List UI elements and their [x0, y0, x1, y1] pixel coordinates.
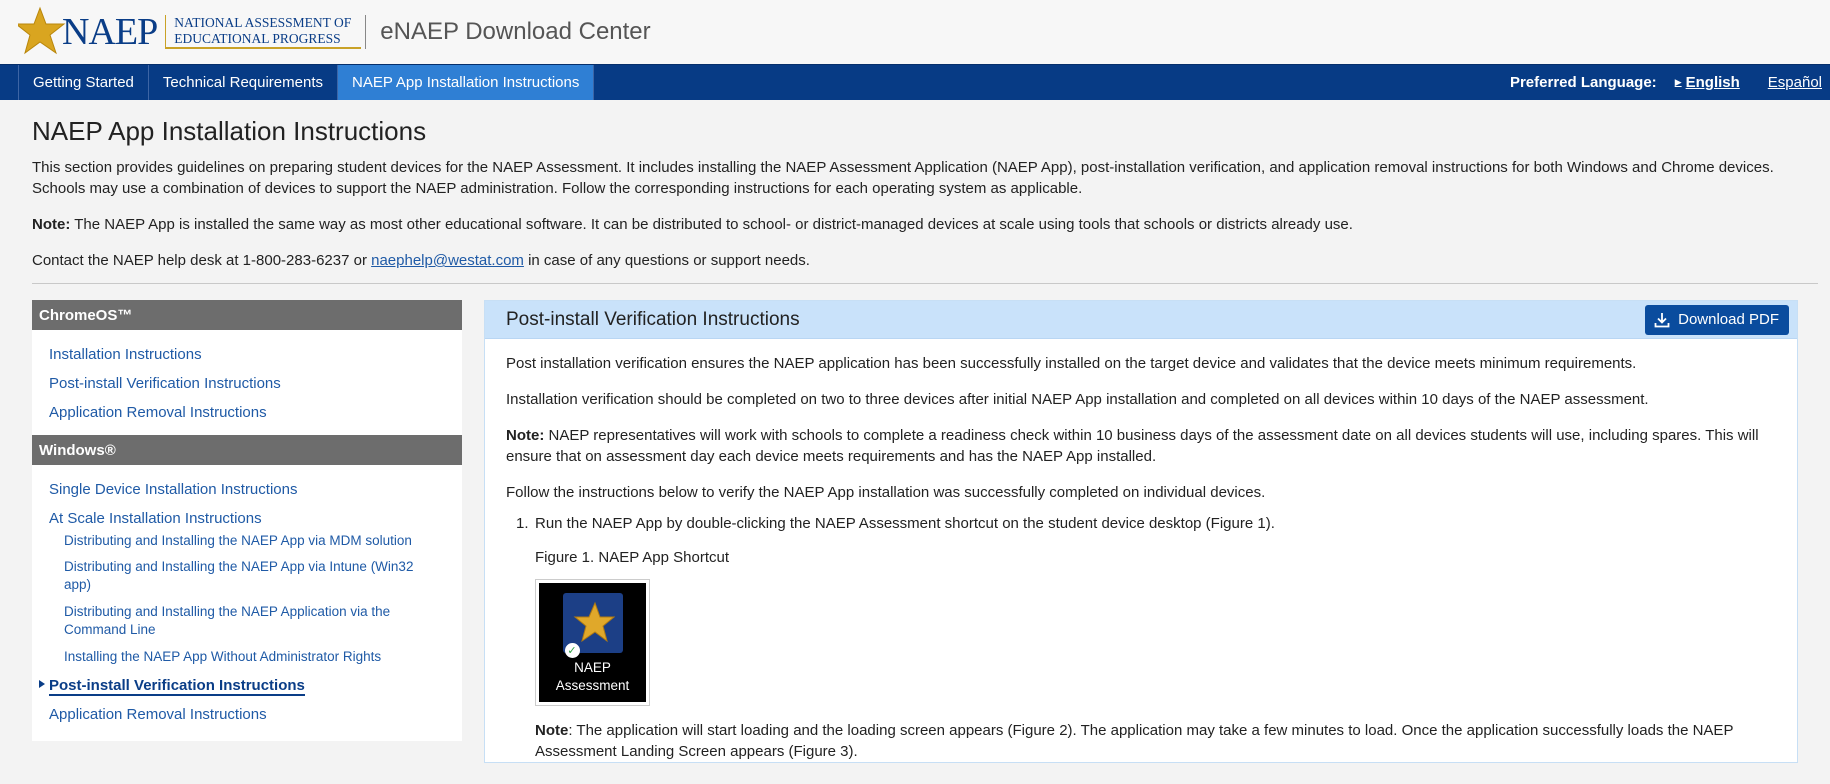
two-column-layout	[32, 300, 1798, 763]
step-1-number: 1.	[516, 515, 529, 532]
shortcut-label	[556, 659, 630, 695]
content-note-2-text: : The application will start loading and the loading screen appears (Figure 2). The application may take a few minutes to load. Once the application successfully loads the NAEP Assessment Landing Screen appears (Figure 3).	[535, 722, 1734, 760]
content-header	[485, 301, 1797, 339]
download-icon	[1654, 312, 1670, 328]
main-nav	[0, 64, 1830, 100]
figure-1-image	[535, 579, 650, 706]
content-note-label: Note:	[506, 427, 545, 444]
sidebar-item-win-verification[interactable]	[32, 669, 462, 700]
shortcut-label-line1: NAEP	[574, 660, 611, 675]
content-title: Post-install Verification Instructions	[506, 308, 800, 330]
star-logo-icon	[18, 6, 68, 58]
language-english-link[interactable]	[1675, 74, 1740, 91]
section-divider	[32, 283, 1818, 284]
sidebar-item-chrome-removal[interactable]: Application Removal Instructions	[49, 404, 267, 421]
language-selector	[1510, 65, 1830, 100]
star-icon	[571, 601, 615, 645]
logo-naep-text: NAEP	[62, 11, 158, 53]
windows-list	[32, 465, 462, 741]
intro-note	[32, 214, 1798, 235]
content-note	[506, 425, 1776, 467]
tab-naep-app-installation[interactable]: NAEP App Installation Instructions	[338, 65, 594, 100]
sidebar-subitem-no-admin[interactable]: Installing the NAEP App Without Administrator Rights	[64, 649, 382, 664]
sidebar-subitem-mdm[interactable]: Distributing and Installing the NAEP App via MDM solution	[64, 533, 412, 548]
windows-section	[32, 435, 462, 741]
content-paragraph-2: Installation verification should be completed on two to three devices after initial NAEP App installation and completed on all devices within 10 days of the NAEP assessment.	[506, 391, 1649, 408]
sidebar-item-chrome-verification[interactable]: Post-install Verification Instructions	[49, 375, 281, 392]
sidebar-item-win-verification-label: Post-install Verification Instructions	[49, 677, 305, 694]
help-email-link[interactable]: naephelp@westat.com	[371, 252, 524, 269]
logo-sub-line2: EDUCATIONAL PROGRESS	[174, 31, 341, 46]
site-header	[0, 0, 1830, 64]
content-paragraph-1: Post installation verification ensures the NAEP application has been successfully installed on the target device and validates that the device meets minimum requirements.	[506, 355, 1637, 372]
intro-section	[32, 157, 1798, 271]
language-label: Preferred Language:	[1509, 74, 1657, 91]
shortcut-label-line2: Assessment	[555, 678, 630, 693]
sidebar-item-win-removal[interactable]: Application Removal Instructions	[49, 706, 267, 723]
intro-paragraph: This section provides guidelines on preparing student devices for the NAEP Assessment. It includes installing the NAEP Assessment Application (NAEP App), post-installation verification, and application removal instructions for both Windows and Chrome devices. Schools may use a combination of devices to support the NAEP administration. Follow the corresponding instructions for each operating system as applicable.	[32, 159, 1774, 197]
tab-technical-requirements[interactable]: Technical Requirements	[149, 65, 338, 100]
language-english-label: English	[1685, 74, 1740, 91]
sidebar-item-win-single[interactable]: Single Device Installation Instructions	[49, 481, 298, 498]
contact-paragraph	[32, 250, 1798, 271]
tab-getting-started[interactable]: Getting Started	[18, 65, 149, 100]
contact-pre: Contact the NAEP help desk at 1-800-283-6237 or	[32, 252, 372, 269]
step-1-text: Run the NAEP App by double-clicking the NAEP Assessment shortcut on the student device desktop (Figure 1).	[535, 515, 1275, 532]
header-divider	[365, 15, 366, 49]
main-content	[0, 100, 1830, 763]
naep-app-icon	[563, 593, 623, 657]
content-panel	[484, 300, 1798, 763]
sidebar-subitem-intune[interactable]: Distributing and Installing the NAEP App via Intune (Win32 app)	[64, 559, 414, 592]
download-pdf-label: Download PDF	[1678, 311, 1779, 328]
chromeos-list	[32, 330, 462, 435]
check-icon: ✓	[565, 643, 580, 658]
chromeos-heading: ChromeOS™	[32, 300, 462, 330]
download-pdf-button[interactable]	[1645, 305, 1789, 335]
app-title: eNAEP Download Center	[380, 18, 651, 45]
sidebar-item-win-scale[interactable]: At Scale Installation Instructions	[49, 510, 262, 527]
chromeos-section	[32, 300, 462, 435]
windows-heading: Windows®	[32, 435, 462, 465]
naep-logo[interactable]	[18, 6, 361, 58]
content-note-2-label: Note	[535, 722, 569, 739]
sidebar	[32, 300, 462, 763]
caret-right-icon: ▶	[1674, 77, 1682, 87]
naep-shortcut-preview	[539, 583, 646, 702]
step-1	[516, 513, 1776, 534]
figure-1-caption: Figure 1. NAEP App Shortcut	[535, 549, 729, 566]
content-body	[485, 339, 1797, 762]
contact-post: in case of any questions or support needs.	[523, 252, 810, 269]
logo-subtitle	[165, 15, 361, 49]
content-note-text: NAEP representatives will work with schools to complete a readiness check within 10 business days of the assessment date on all devices students will use, including spares. This will ensure that on assessment day each device meets requirements and has the NAEP App installed.	[506, 427, 1759, 465]
language-spanish-link[interactable]: Español	[1767, 74, 1822, 91]
intro-note-label: Note:	[32, 216, 71, 233]
intro-note-text: The NAEP App is installed the same way as most other educational software. It can be distributed to school- or district-managed devices at scale using tools that schools or districts already use.	[70, 216, 1353, 233]
logo-sub-line1: NATIONAL ASSESSMENT OF	[174, 15, 352, 30]
sidebar-subitem-command-line[interactable]: Distributing and Installing the NAEP Application via the Command Line	[64, 604, 391, 637]
content-paragraph-3: Follow the instructions below to verify the NAEP App installation was successfully completed on individual devices.	[506, 484, 1266, 501]
content-note-2	[535, 720, 1776, 762]
sidebar-item-chrome-installation[interactable]: Installation Instructions	[49, 346, 202, 363]
page-title: NAEP App Installation Instructions	[32, 116, 427, 146]
